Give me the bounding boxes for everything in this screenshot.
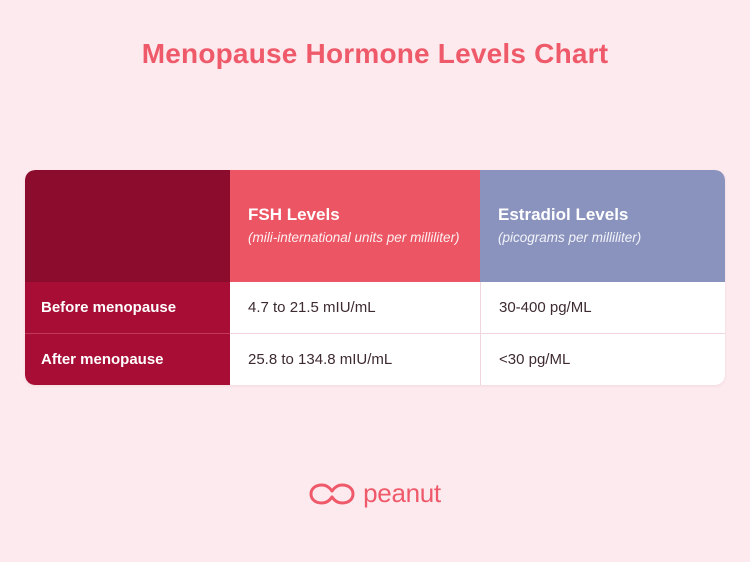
table-row [25,333,725,385]
column-header-estradiol-subtitle: (picograms per milliliter) [498,229,642,245]
cell-after-menopause-fsh: 25.8 to 134.8 mIU/mL [230,333,480,385]
hormone-table-container [25,170,725,385]
cell-before-menopause-estradiol: 30-400 pg/ML [480,282,725,333]
brand-name: peanut [363,478,441,508]
column-header-estradiol [480,170,725,282]
cell-after-menopause-estradiol: <30 pg/ML [480,333,725,385]
column-header-fsh-title: FSH Levels [248,205,340,225]
brand-footer [0,478,750,509]
cell-before-menopause-fsh: 4.7 to 21.5 mIU/mL [230,282,480,333]
column-header-fsh [230,170,480,282]
page-title: Menopause Hormone Levels Chart [141,38,609,69]
table-corner-cell [25,170,230,282]
table-header-row [25,170,725,282]
column-header-estradiol-title: Estradiol Levels [498,205,629,225]
table-row [25,282,725,333]
row-label-after-menopause: After menopause [25,333,230,385]
row-label-before-menopause: Before menopause [25,282,230,333]
hormone-levels-table [25,170,725,385]
column-header-fsh-subtitle: (mili-international units per milliliter) [248,229,460,245]
peanut-logo-icon [309,481,355,507]
